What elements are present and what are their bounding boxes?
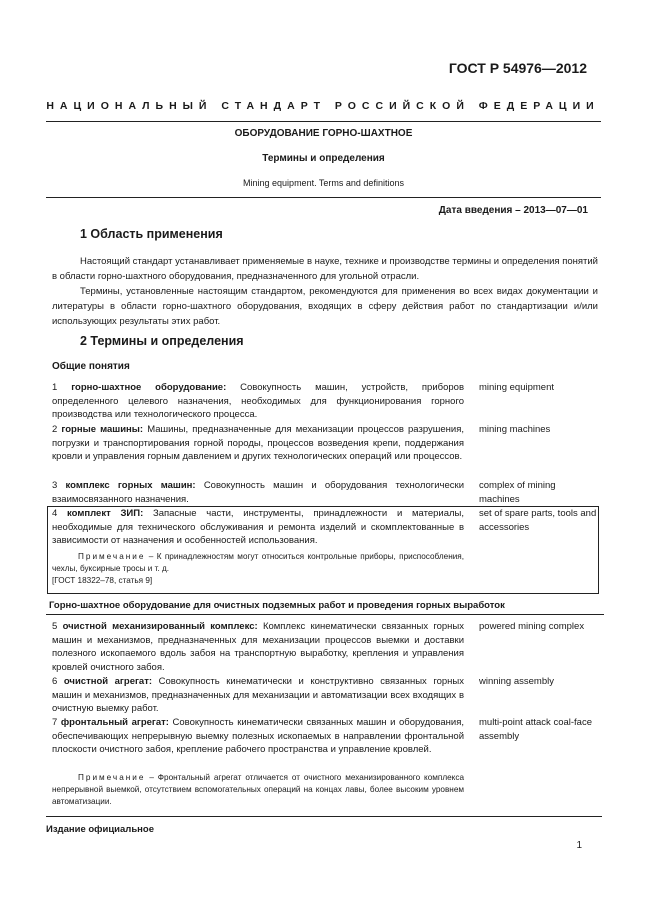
note-text: – К принадлежностям могут относиться контрольные приборы, приспособления, чехлы, буксирные тросы и т. д.	[52, 552, 464, 573]
mining-equipment-heading: Горно-шахтное оборудование для очистных подземных работ и проведения горных выработок	[49, 600, 505, 611]
term-number: 5	[52, 621, 58, 632]
term-definition: Совокупность машин, устройств, приборов определенного целевого назначения, необходимых для функционирования горного производства или технологического процесса.	[52, 382, 464, 420]
english-title: Mining equipment. Terms and definitions	[243, 178, 404, 188]
term-english: multi-point attack coal-face assembly	[479, 717, 592, 742]
page-title: ОБОРУДОВАНИЕ ГОРНО-ШАХТНОЕ	[234, 128, 413, 139]
term-entry	[52, 675, 464, 716]
term-definition: Комплекс кинематически связанных горных машин и механизмов, предназначенных для механизации процессов выемки и доставки полезного ископаемого вдоль забоя на транспортную выработку, крепления и управления кровлей очистного забоя.	[52, 621, 464, 673]
term-english: powered mining complex	[479, 621, 585, 632]
term-number: 6	[52, 676, 58, 687]
note-label: Примечание	[78, 552, 146, 561]
term-definition: Совокупность кинематически связанных машин и оборудования, обеспечивающих непрерывную выемку полезных ископаемых в направлении фронтальной плоскости очистного забоя, крепление рабочего пространства и управление кровлей.	[52, 717, 464, 755]
term-english: winning assembly	[479, 676, 554, 687]
page-subtitle: Термины и определения	[262, 153, 385, 164]
section-1-paragraph-1: Настоящий стандарт устанавливает применяемые в науке, технике и производстве термины и определения понятий в области горно-шахтного оборудования, предназначенного для угольной отрасли.	[52, 256, 598, 282]
note-text: – Фронтальный агрегат отличается от очистного механизированного комплекса непрерывной выемкой, отсутствием вспомогательных операций на концах лавы, более высоким уровнем автоматизации.	[52, 773, 464, 806]
official-edition-label: Издание официальное	[46, 824, 154, 835]
term-name: очистной механизированный комплекс:	[62, 621, 258, 632]
term-name: комплект ЗИП:	[67, 508, 144, 519]
term-name: горно-шахтное оборудование:	[71, 382, 227, 393]
term-english: mining equipment	[479, 382, 554, 393]
term-definition: Запасные части, инструменты, принадлежности и материалы, необходимые для технического обслуживания и ремонта изделий и скомплектованные в зависимости от назначения и особенностей использования.	[52, 508, 465, 546]
term-definition: Совокупность кинематически и конструктивно связанных горных машин и механизмов, предназначенных для механизации и автоматизации всех входящих в очистную выемку работ.	[52, 676, 465, 714]
footer-rule	[46, 816, 602, 817]
term-entry	[52, 507, 464, 548]
top-rule	[46, 121, 601, 122]
term-entry	[52, 620, 464, 674]
term-entry	[52, 423, 464, 464]
term-name: горные машины:	[61, 424, 144, 435]
term-english: set of spare parts, tools and accessories	[479, 508, 597, 533]
term-number: 3	[52, 480, 58, 491]
term-entry	[52, 479, 464, 506]
term-english: mining machines	[479, 424, 551, 435]
general-concepts-heading: Общие понятия	[52, 361, 130, 372]
term-entry	[52, 716, 464, 757]
term-english: complex of mining machines	[479, 480, 556, 505]
section-1-paragraph-2: Термины, установленные настоящим стандартом, рекомендуются для применения во всех видах документации и литературы в области горно-шахтного оборудования, входящих в сферу действия работ по стандартизации и/или использующих результаты этих работ.	[52, 286, 598, 327]
section-1-heading: 1 Область применения	[80, 227, 223, 241]
note-term-4	[52, 551, 464, 575]
introduction-date: Дата введения – 2013—07—01	[438, 205, 588, 216]
term-definition: Совокупность машин и оборудования технологически взаимосвязанного назначения.	[52, 480, 465, 505]
document-number: ГОСТ Р 54976—2012	[448, 60, 587, 76]
term-number: 7	[52, 717, 58, 728]
note-reference: [ГОСТ 18322–78, статья 9]	[52, 576, 153, 585]
term-entry	[52, 381, 464, 422]
page-number: 1	[576, 840, 582, 851]
national-standard-heading: НАЦИОНАЛЬНЫЙ СТАНДАРТ РОССИЙСКОЙ ФЕДЕРАЦИИ	[46, 100, 600, 112]
term-name: комплекс горных машин:	[65, 480, 196, 491]
term-number: 4	[52, 508, 58, 519]
note-term-7	[52, 772, 464, 808]
term-number: 2	[52, 424, 58, 435]
section-rule	[46, 614, 604, 615]
term-name: фронтальный агрегат:	[60, 717, 169, 728]
term-definition: Машины, предназначенные для механизации процессов разрушения, погрузки и транспортирования горной породы, процессов возведения крепи, поддержания кровли и управления горным давлением и других технологических операций или процессов.	[52, 424, 465, 462]
term-number: 1	[52, 382, 58, 393]
term-name: очистной агрегат:	[63, 676, 153, 687]
section-2-heading: 2 Термины и определения	[80, 334, 244, 348]
note-label: Примечание	[78, 773, 146, 782]
title-rule	[46, 197, 601, 198]
